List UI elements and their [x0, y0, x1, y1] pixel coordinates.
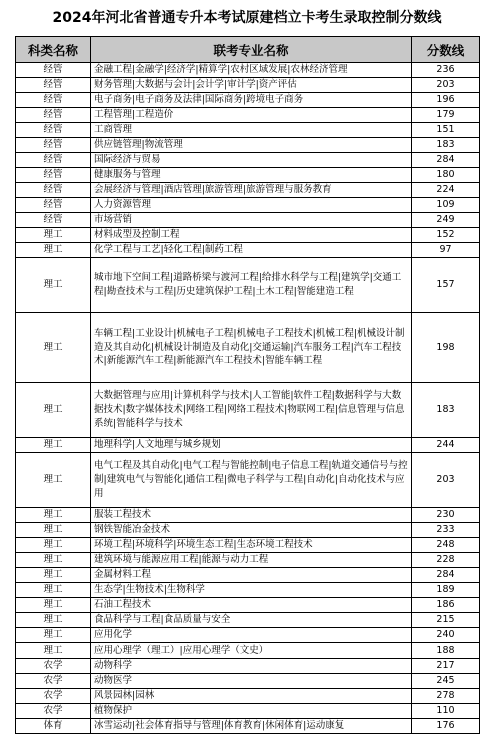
table-row: [16, 719, 480, 734]
major-cell: 工程管理|工程造价: [91, 108, 412, 123]
major-cell: 城市地下空间工程|道路桥梁与渡河工程|给排水科学与工程|建筑学|交通工程|勘查技术与工程|历史建筑保护工程|土木工程|智能建造工程: [91, 258, 412, 313]
category-cell: 经管: [16, 138, 91, 153]
score-cell: 284: [412, 153, 480, 168]
major-cell: 国际经济与贸易: [91, 153, 412, 168]
category-cell: 理工: [16, 313, 91, 383]
table-row: [16, 583, 480, 598]
score-cell: 198: [412, 313, 480, 383]
category-cell: 理工: [16, 538, 91, 553]
score-cell: 230: [412, 508, 480, 523]
header-major: 联考专业名称: [91, 37, 412, 63]
category-cell: 经管: [16, 93, 91, 108]
table-row: [16, 153, 480, 168]
major-cell: 大数据管理与应用|计算机科学与技术|人工智能|软件工程|数据科学与大数据技术|数字媒体技术|网络工程|网络工程技术|物联网工程|信息管理与信息系统|智能科学与技术: [91, 383, 412, 438]
table-row: [16, 538, 480, 553]
category-cell: 理工: [16, 438, 91, 453]
category-cell: 理工: [16, 228, 91, 243]
score-cell: 248: [412, 538, 480, 553]
major-cell: 人力资源管理: [91, 198, 412, 213]
table-row: [16, 78, 480, 93]
major-cell: 电子商务|电子商务及法律|国际商务|跨境电子商务: [91, 93, 412, 108]
category-cell: 理工: [16, 258, 91, 313]
score-cell: 236: [412, 63, 480, 78]
category-cell: 理工: [16, 613, 91, 628]
header-score: 分数线: [412, 37, 480, 63]
category-cell: 农学: [16, 689, 91, 704]
score-cell: 157: [412, 258, 480, 313]
score-cell: 151: [412, 123, 480, 138]
category-cell: 理工: [16, 383, 91, 438]
major-cell: 供应链管理|物流管理: [91, 138, 412, 153]
category-cell: 农学: [16, 674, 91, 689]
major-cell: 地理科学|人文地理与城乡规划: [91, 438, 412, 453]
category-cell: 理工: [16, 523, 91, 538]
category-cell: 理工: [16, 643, 91, 659]
major-cell: 植物保护: [91, 704, 412, 719]
table-row: [16, 508, 480, 523]
category-cell: 经管: [16, 123, 91, 138]
score-cell: 245: [412, 674, 480, 689]
category-cell: 理工: [16, 243, 91, 258]
score-cell: 189: [412, 583, 480, 598]
major-cell: 会展经济与管理|酒店管理|旅游管理|旅游管理与服务教育: [91, 183, 412, 198]
score-cell: 224: [412, 183, 480, 198]
category-cell: 理工: [16, 553, 91, 568]
score-cell: 186: [412, 598, 480, 613]
score-cell: 284: [412, 568, 480, 583]
major-cell: 冰雪运动|社会体育指导与管理|体育教育|休闲体育|运动康复: [91, 719, 412, 734]
score-cell: 188: [412, 643, 480, 659]
major-cell: 市场营销: [91, 213, 412, 228]
table-row: [16, 453, 480, 508]
score-cell: 278: [412, 689, 480, 704]
table-row: [16, 689, 480, 704]
major-cell: 动物科学: [91, 659, 412, 674]
major-cell: 生态学|生物技术|生物科学: [91, 583, 412, 598]
table-row: [16, 108, 480, 123]
score-cell: 244: [412, 438, 480, 453]
score-cell: 249: [412, 213, 480, 228]
category-cell: 经管: [16, 78, 91, 93]
table-row: [16, 523, 480, 538]
major-cell: 财务管理|大数据与会计|会计学|审计学|资产评估: [91, 78, 412, 93]
score-cell: 110: [412, 704, 480, 719]
major-cell: 金属材料工程: [91, 568, 412, 583]
score-cell: 215: [412, 613, 480, 628]
score-cell: 97: [412, 243, 480, 258]
category-cell: 农学: [16, 659, 91, 674]
category-cell: 经管: [16, 153, 91, 168]
score-cell: 203: [412, 78, 480, 93]
major-cell: 应用化学: [91, 628, 412, 643]
category-cell: 农学: [16, 704, 91, 719]
table-row: [16, 63, 480, 78]
major-cell: 服装工程技术: [91, 508, 412, 523]
score-cell: 228: [412, 553, 480, 568]
table-row: [16, 613, 480, 628]
table-row: [16, 383, 480, 438]
table-header-row: [16, 37, 480, 63]
table-row: [16, 628, 480, 643]
score-cell: 152: [412, 228, 480, 243]
major-cell: 材料成型及控制工程: [91, 228, 412, 243]
category-cell: 经管: [16, 213, 91, 228]
category-cell: 经管: [16, 183, 91, 198]
table-row: [16, 553, 480, 568]
major-cell: 应用心理学（理工）|应用心理学（文史）: [91, 643, 412, 659]
category-cell: 经管: [16, 198, 91, 213]
major-cell: 环境工程|环境科学|环境生态工程|生态环境工程技术: [91, 538, 412, 553]
table-row: [16, 674, 480, 689]
major-cell: 健康服务与管理: [91, 168, 412, 183]
category-cell: 经管: [16, 63, 91, 78]
category-cell: 理工: [16, 508, 91, 523]
table-row: [16, 313, 480, 383]
score-cell: 217: [412, 659, 480, 674]
category-cell: 理工: [16, 453, 91, 508]
table-row: [16, 243, 480, 258]
header-category: 科类名称: [16, 37, 91, 63]
table-row: [16, 258, 480, 313]
score-table: [15, 36, 480, 734]
category-cell: 理工: [16, 568, 91, 583]
table-row: [16, 228, 480, 243]
major-cell: 动物医学: [91, 674, 412, 689]
major-cell: 风景园林|园林: [91, 689, 412, 704]
table-row: [16, 123, 480, 138]
major-cell: 电气工程及其自动化|电气工程与智能控制|电子信息工程|轨道交通信号与控制|建筑电气与智能化|通信工程|微电子科学与工程|自动化|自动化技术与应用: [91, 453, 412, 508]
table-row: [16, 93, 480, 108]
score-cell: 183: [412, 383, 480, 438]
score-cell: 109: [412, 198, 480, 213]
category-cell: 理工: [16, 598, 91, 613]
table-row: [16, 183, 480, 198]
major-cell: 石油工程技术: [91, 598, 412, 613]
score-cell: 240: [412, 628, 480, 643]
table-row: [16, 438, 480, 453]
table-row: [16, 568, 480, 583]
score-cell: 203: [412, 453, 480, 508]
major-cell: 钢铁智能冶金技术: [91, 523, 412, 538]
category-cell: 理工: [16, 583, 91, 598]
table-row: [16, 198, 480, 213]
category-cell: 经管: [16, 168, 91, 183]
table-row: [16, 643, 480, 659]
table-row: [16, 168, 480, 183]
score-cell: 176: [412, 719, 480, 734]
score-cell: 233: [412, 523, 480, 538]
table-row: [16, 213, 480, 228]
score-cell: 180: [412, 168, 480, 183]
table-row: [16, 598, 480, 613]
major-cell: 食品科学与工程|食品质量与安全: [91, 613, 412, 628]
major-cell: 化学工程与工艺|轻化工程|制药工程: [91, 243, 412, 258]
table-row: [16, 138, 480, 153]
category-cell: 体育: [16, 719, 91, 734]
major-cell: 车辆工程|工业设计|机械电子工程|机械电子工程技术|机械工程|机械设计制造及其自动化|机械设计制造及自动化|交通运输|汽车服务工程|汽车工程技术|新能源汽车工程|新能源汽车工程技术|智能车辆工程: [91, 313, 412, 383]
major-cell: 工商管理: [91, 123, 412, 138]
category-cell: 经管: [16, 108, 91, 123]
table-row: [16, 659, 480, 674]
major-cell: 建筑环境与能源应用工程|能源与动力工程: [91, 553, 412, 568]
major-cell: 金融工程|金融学|经济学|精算学|农村区域发展|农林经济管理: [91, 63, 412, 78]
category-cell: 理工: [16, 628, 91, 643]
page-title: 2024年河北省普通专升本考试原建档立卡考生录取控制分数线: [52, 10, 442, 26]
score-cell: 179: [412, 108, 480, 123]
score-cell: 183: [412, 138, 480, 153]
table-row: [16, 704, 480, 719]
score-cell: 196: [412, 93, 480, 108]
